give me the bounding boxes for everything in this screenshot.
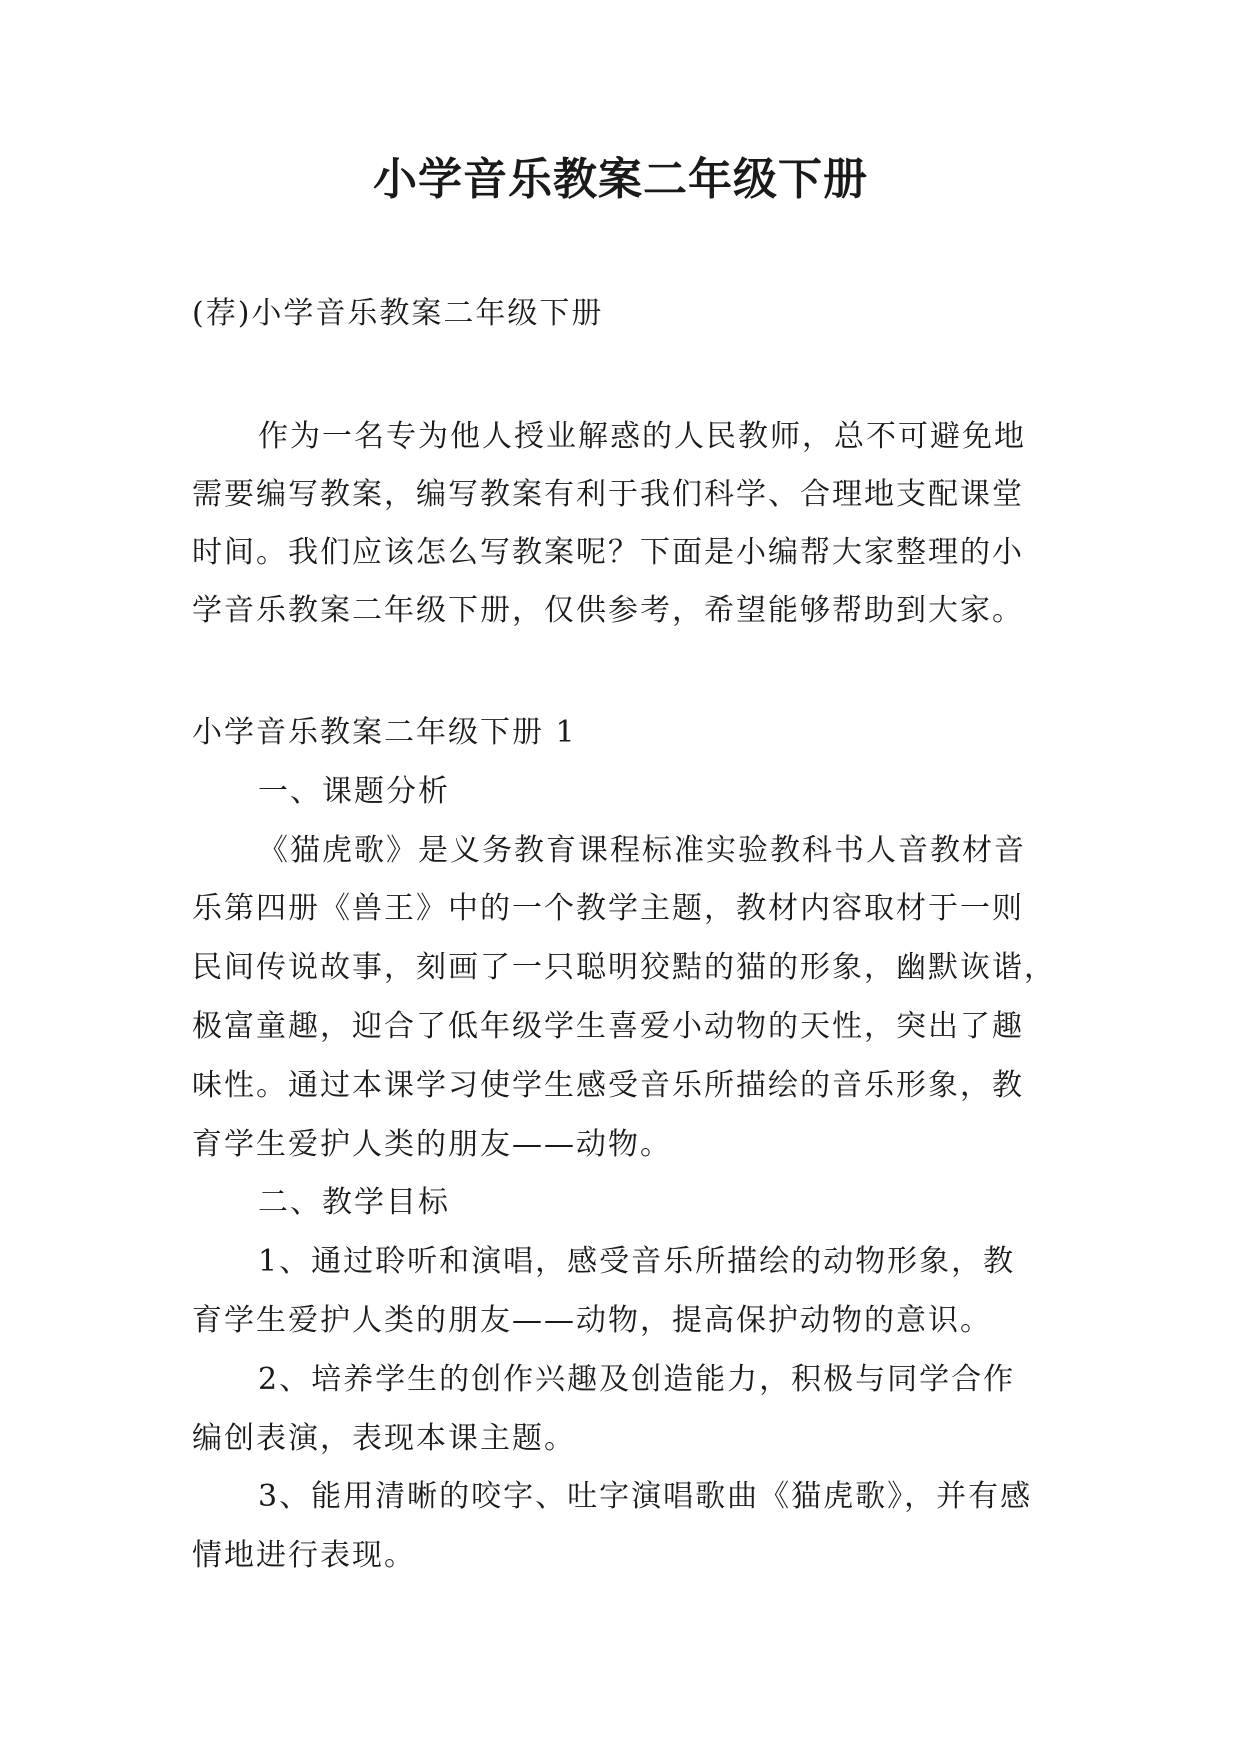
lesson-body — [192, 704, 1072, 1586]
body-line: 一、课题分析 — [258, 773, 450, 809]
body-line: 3、能用清晰的咬字、吐字演唱歌曲《猫虎歌》，并有感 — [258, 1479, 1033, 1515]
body-line: 二、教学目标 — [258, 1185, 450, 1221]
body-line: 育学生爱护人类的朋友——动物。 — [192, 1126, 672, 1162]
body-line: 育学生爱护人类的朋友——动物，提高保护动物的意识。 — [192, 1302, 992, 1338]
body-line: 乐第四册《兽王》中的一个教学主题，教材内容取材于一则 — [192, 891, 1024, 927]
body-line: 民间传说故事，刻画了一只聪明狡黠的猫的形象，幽默诙谐， — [192, 950, 1056, 986]
body-line: 编创表演，表现本课主题。 — [192, 1420, 576, 1456]
body-line: 情地进行表现。 — [192, 1538, 416, 1574]
intro-line: 作为一名专为他人授业解惑的人民教师，总不可避免地 — [258, 419, 1026, 454]
body-line: 味性。通过本课学习使学生感受音乐所描绘的音乐形象，教 — [192, 1067, 1024, 1103]
body-line: 《猫虎歌》是义务教育课程标准实验教科书人音教材音 — [258, 832, 1026, 868]
intro-line: 学音乐教案二年级下册，仅供参考，希望能够帮助到大家。 — [192, 593, 1024, 628]
body-line: 2、培养学生的创作兴趣及创造能力，积极与同学合作 — [258, 1361, 1016, 1397]
body-line: 极富童趣，迎合了低年级学生喜爱小动物的天性，突出了趣 — [192, 1008, 1024, 1044]
document-subtitle: (荐)小学音乐教案二年级下册 — [192, 296, 604, 331]
document-title: 小学音乐教案二年级下册 — [373, 154, 868, 205]
body-line: 1、通过聆听和演唱，感受音乐所描绘的动物形象，教 — [258, 1244, 1016, 1280]
section-heading: 小学音乐教案二年级下册 1 — [192, 715, 577, 750]
intro-line: 需要编写教案，编写教案有利于我们科学、合理地支配课堂 — [192, 477, 1024, 512]
intro-line: 时间。我们应该怎么写教案呢？下面是小编帮大家整理的小 — [192, 535, 1024, 570]
intro-paragraph — [192, 408, 1072, 640]
